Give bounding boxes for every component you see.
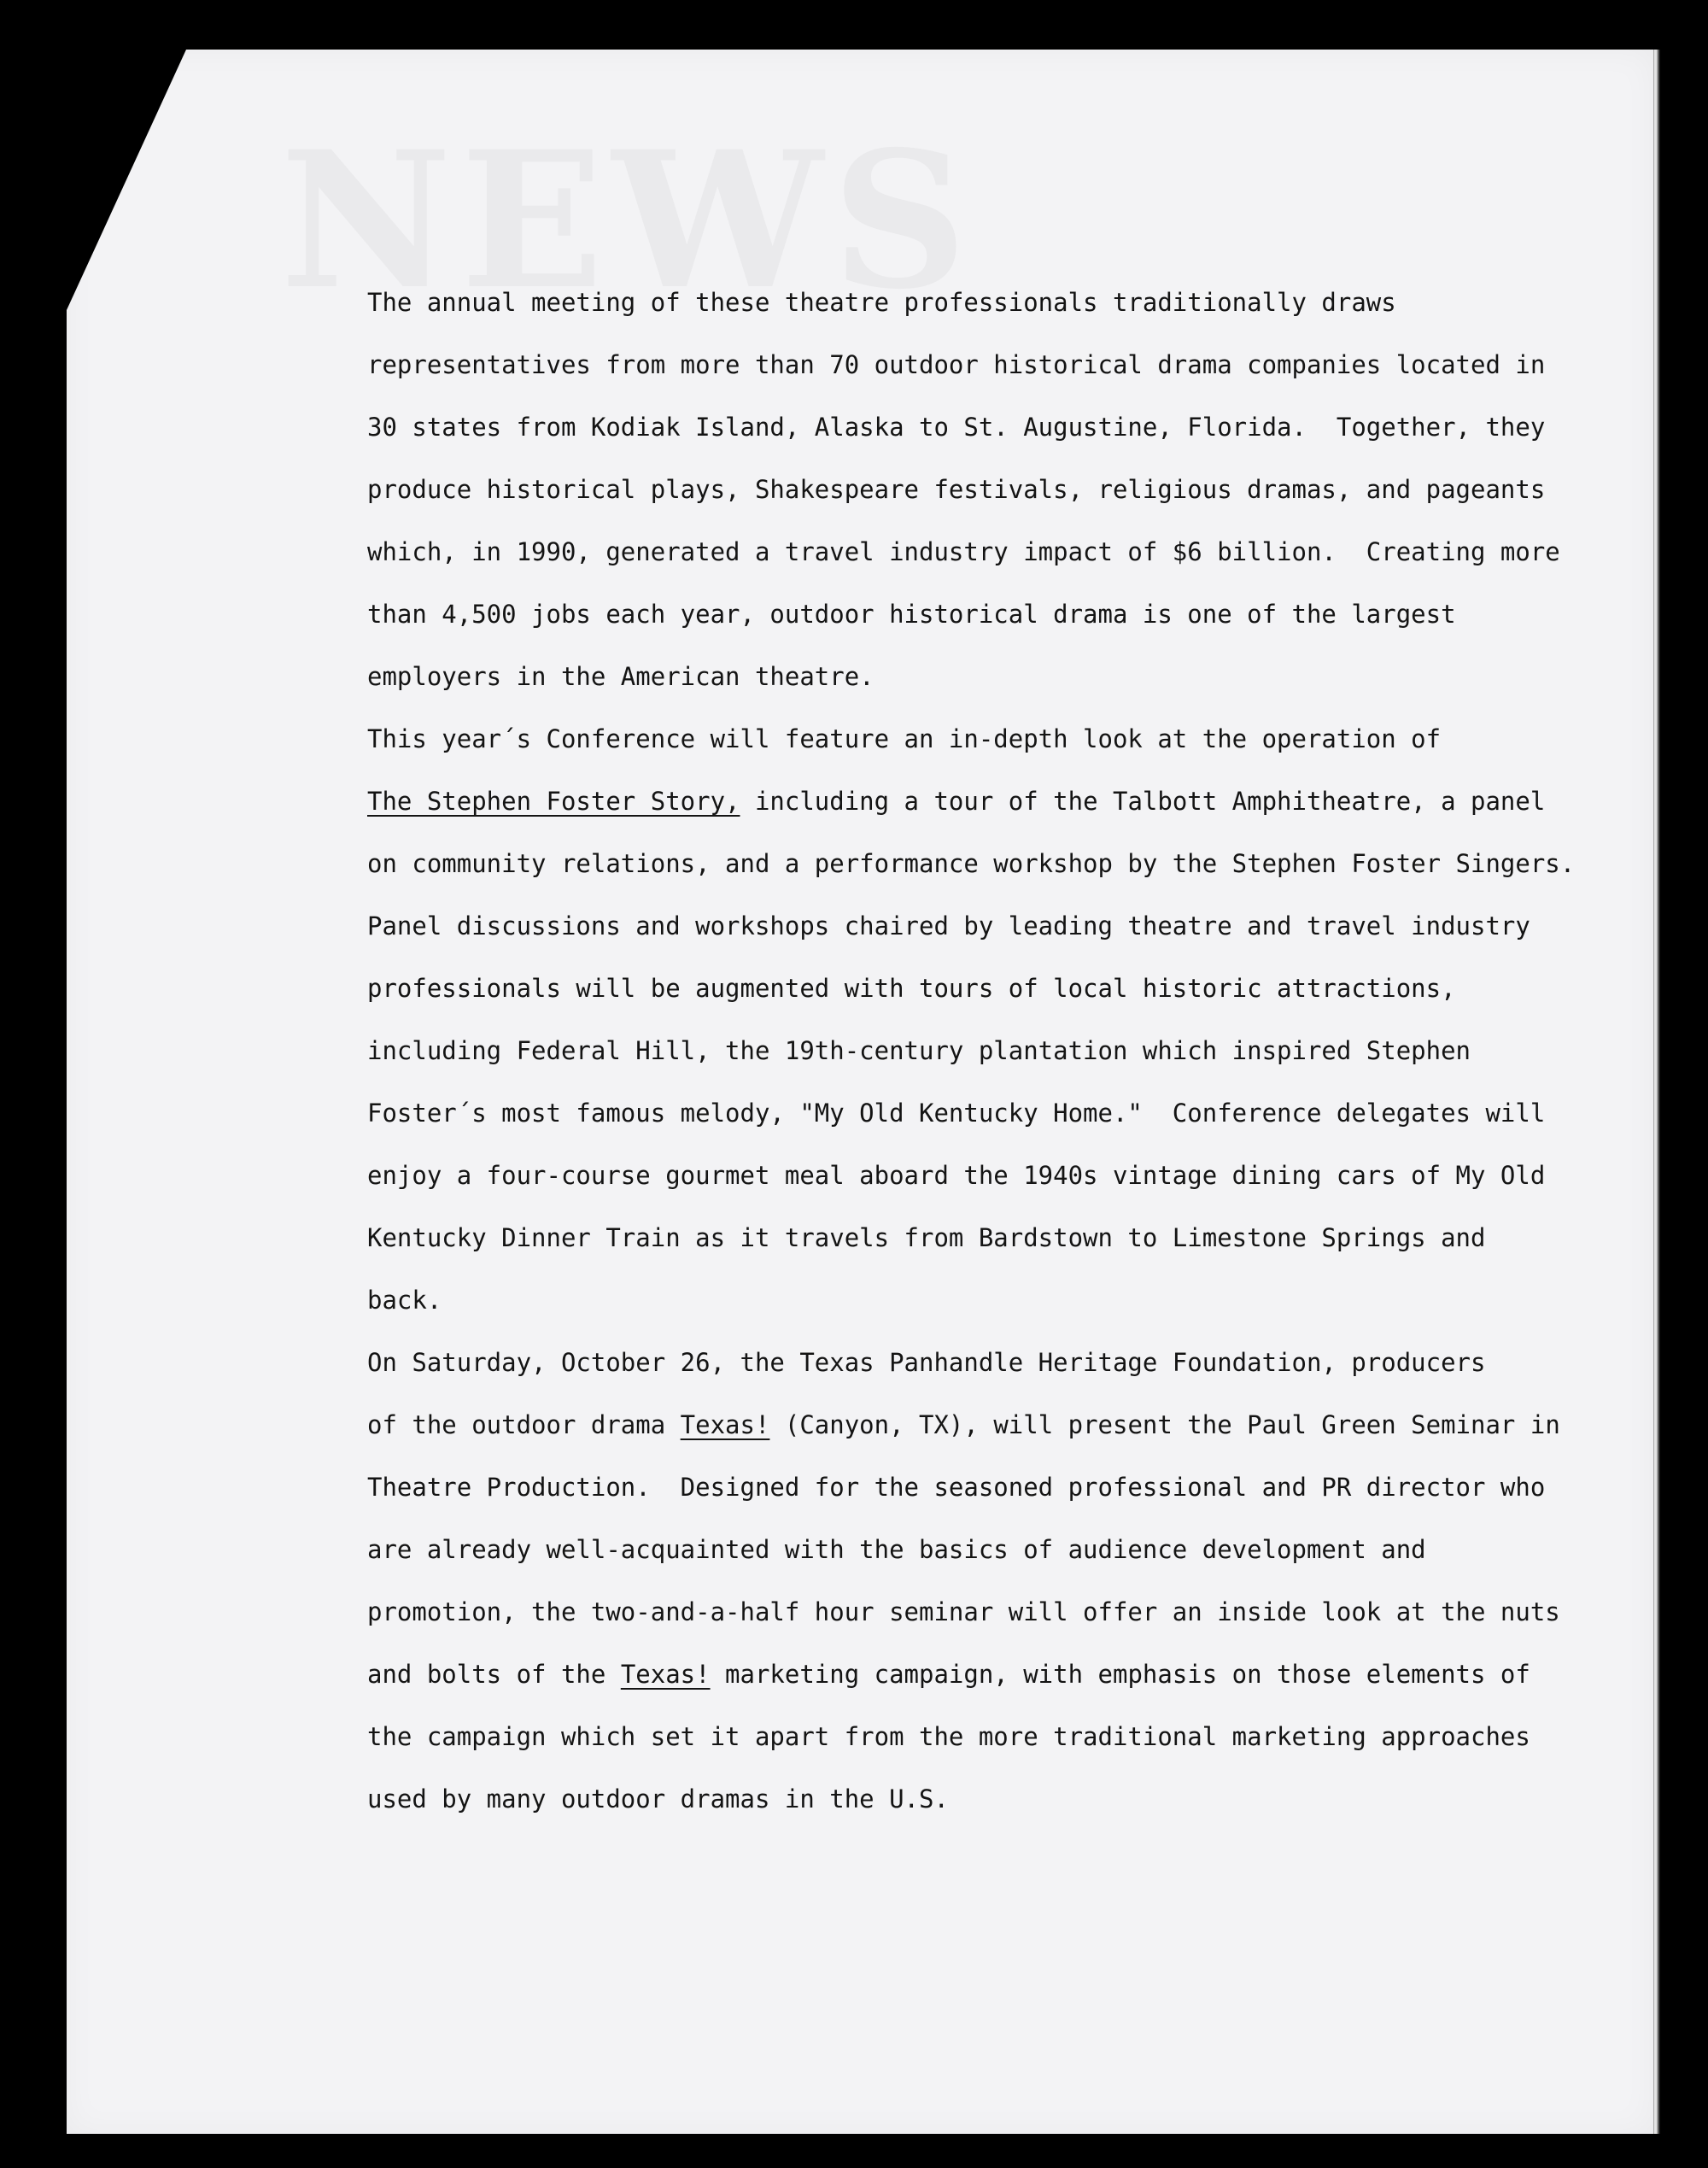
paragraph-3 (290, 1332, 1597, 1831)
text-line: than 4,500 jobs each year, outdoor historical drama is one of the largest (367, 600, 1456, 629)
text-line: on community relations, and a performance workshop by the Stephen Foster Singers. (367, 849, 1576, 878)
text-segment: marketing campaign, with emphasis on those elements of (710, 1660, 1530, 1689)
text-line: back. (367, 1286, 442, 1315)
text-segment: (Canyon, TX), will present the Paul Green Seminar in (769, 1410, 1560, 1439)
paragraph-1 (290, 272, 1597, 708)
text-line: employers in the American theatre. (367, 662, 874, 691)
text-line: professionals will be augmented with tours of local historic attractions, (367, 974, 1456, 1003)
underlined-title: Texas! (680, 1410, 770, 1439)
text-line (290, 771, 1597, 833)
text-line: Foster´s most famous melody, "My Old Kentucky Home." Conference delegates will (367, 1099, 1546, 1128)
text-line: produce historical plays, Shakespeare festivals, religious dramas, and pageants (367, 475, 1546, 504)
text-line: representatives from more than 70 outdoor historical drama companies located in (367, 350, 1546, 379)
text-line: Panel discussions and workshops chaired by leading theatre and travel industry (367, 911, 1530, 940)
text-line: which, in 1990, generated a travel industry impact of $6 billion. Creating more (367, 537, 1560, 566)
paragraph-2 (290, 708, 1597, 1332)
text-line: On Saturday, October 26, the Texas Panhandle Heritage Foundation, producers (367, 1348, 1486, 1377)
document-body (290, 272, 1597, 1831)
text-line: Theatre Production. Designed for the seasoned professional and PR director who (367, 1473, 1546, 1502)
text-line: enjoy a four-course gourmet meal aboard the 1940s vintage dining cars of My Old (367, 1161, 1546, 1190)
text-line: 30 states from Kodiak Island, Alaska to St. Augustine, Florida. Together, they (367, 413, 1546, 442)
text-segment: including a tour of the Talbott Amphitheatre, a panel (740, 787, 1546, 816)
underlined-title: The Stephen Foster Story, (367, 787, 740, 816)
text-segment: of the outdoor drama (367, 1410, 681, 1439)
text-line: This year´s Conference will feature an in-depth look at the operation of (367, 724, 1442, 753)
text-line: used by many outdoor dramas in the U.S. (367, 1784, 949, 1814)
text-line: the campaign which set it apart from the more traditional marketing approaches (367, 1722, 1530, 1751)
text-segment: and bolts of the (367, 1660, 621, 1689)
underlined-title: Texas! (620, 1660, 711, 1689)
text-line (290, 1394, 1597, 1456)
text-line: The annual meeting of these theatre professionals traditionally draws (367, 288, 1396, 317)
text-line: Kentucky Dinner Train as it travels from Bardstown to Limestone Springs and (367, 1223, 1486, 1252)
text-line: are already well-acquainted with the basics of audience development and (367, 1535, 1426, 1564)
text-line (290, 1644, 1597, 1706)
text-line: including Federal Hill, the 19th-century plantation which inspired Stephen (367, 1036, 1471, 1065)
text-line: promotion, the two-and-a-half hour seminar will offer an inside look at the nuts (367, 1597, 1560, 1626)
